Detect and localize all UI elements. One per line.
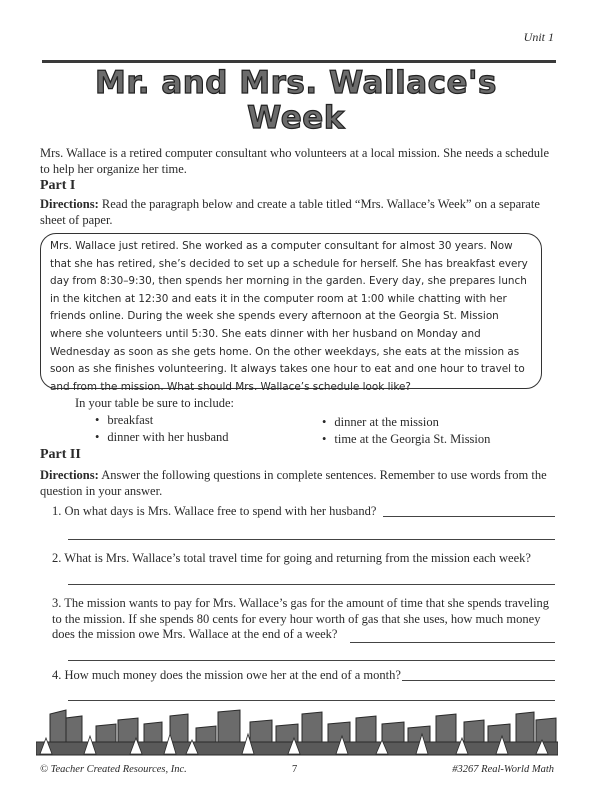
city-skyline-icon: [36, 704, 558, 756]
header-rule: [42, 60, 556, 63]
footer-product: #3267 Real-World Math: [452, 764, 554, 775]
title-line-2: Week: [247, 100, 345, 136]
part2-directions-text: Answer the following questions in complete sentences. Remember to use words from the question in your answer.: [40, 468, 547, 498]
part2-directions: [40, 467, 560, 499]
bullet-list-left: [95, 412, 229, 446]
answer-line[interactable]: [402, 680, 555, 681]
part2-heading: Part II: [40, 447, 81, 462]
list-item: • dinner with her husband: [95, 429, 229, 446]
answer-line[interactable]: [68, 660, 555, 661]
part1-directions: [40, 196, 560, 228]
part1-heading: Part I: [40, 178, 76, 193]
list-item: • dinner at the mission: [322, 414, 490, 431]
list-item: • breakfast: [95, 412, 229, 429]
question-3: 3. The mission wants to pay for Mrs. Wallace’s gas for the amount of time that she spends traveling to the mission. If she spends 80 cents for every hour worth of gas that she uses, how much money does the mission owe Mrs. Wallace at the end of a week?: [52, 596, 550, 641]
unit-label: Unit 1: [523, 30, 554, 44]
question-1: 1. On what days is Mrs. Wallace free to spend with her husband?: [52, 504, 377, 518]
title-line-1: Mr. and Mrs. Wallace's: [95, 65, 497, 101]
part2-directions-label: Directions:: [40, 468, 99, 482]
answer-line[interactable]: [68, 700, 555, 701]
include-label: In your table be sure to include:: [75, 396, 234, 410]
question-4: 4. How much money does the mission owe her at the end of a month?: [52, 668, 401, 682]
part1-directions-label: Directions:: [40, 197, 99, 211]
part1-directions-text: Read the paragraph below and create a table titled “Mrs. Wallace’s Week” on a separate sheet of paper.: [40, 197, 540, 227]
answer-line[interactable]: [350, 642, 555, 643]
page-title: [0, 66, 592, 136]
intro-paragraph: Mrs. Wallace is a retired computer consultant who volunteers at a local mission. She needs a schedule to help her organize her time.: [40, 146, 550, 176]
list-item: • time at the Georgia St. Mission: [322, 431, 490, 448]
answer-line[interactable]: [383, 516, 555, 517]
footer-copyright: © Teacher Created Resources, Inc.: [40, 764, 187, 775]
page-number: 7: [292, 764, 298, 775]
answer-line[interactable]: [68, 584, 555, 585]
bullet-list-right: [322, 414, 490, 448]
answer-line[interactable]: [68, 539, 555, 540]
story-box: Mrs. Wallace just retired. She worked as a computer consultant for almost 30 years. Now that she has retired, she’s decided to set up a schedule for herself. She has breakfast every day from 8:30–9:30, then spends her morning in the garden. Every day, she prepares lunch in the kitchen at 12:30 and eats it in the computer room at 1:00 while chatting with her friends online. During the week she spends every afternoon at the Georgia St. Mission where she volunteers until 5:30. She eats dinner with her husband on Monday and Wednesday as soon as she gets home. On the other weekdays, she eats at the mission as soon as she finishes volunteering. It always takes one hour to eat and one hour to travel to and from the mission. What should Mrs. Wallace’s schedule look like?: [40, 233, 542, 389]
question-2: 2. What is Mrs. Wallace’s total travel time for going and returning from the mission each week?: [52, 551, 531, 565]
